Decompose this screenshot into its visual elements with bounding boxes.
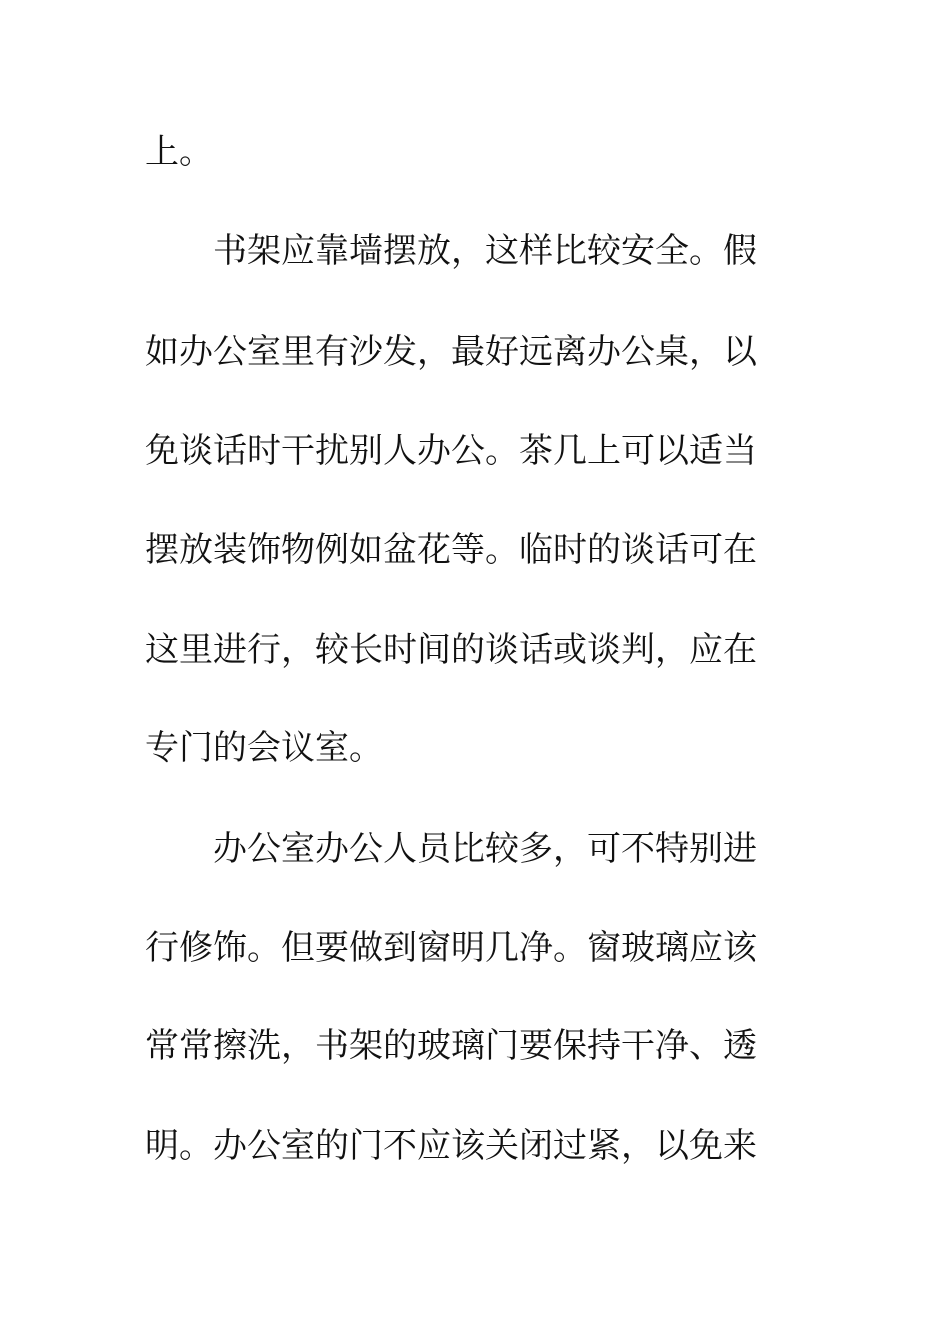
paragraph-start-line: 书架应靠墙摆放，这样比较安全。假 bbox=[213, 231, 757, 271]
text-line: 上。 bbox=[145, 132, 213, 172]
text-line: 这里进行，较长时间的谈话或谈判，应在 bbox=[145, 630, 757, 670]
text-line: 行修饰。但要做到窗明几净。窗玻璃应该 bbox=[145, 928, 757, 968]
text-line: 免谈话时干扰别人办公。茶几上可以适当 bbox=[145, 431, 757, 471]
text-line: 明。办公室的门不应该关闭过紧，以免来 bbox=[145, 1126, 757, 1166]
paragraph-start-line: 办公室办公人员比较多，可不特别进 bbox=[213, 829, 757, 869]
text-line: 专门的会议室。 bbox=[145, 728, 383, 768]
text-line: 常常擦洗，书架的玻璃门要保持干净、透 bbox=[145, 1026, 757, 1066]
text-line: 如办公室里有沙发，最好远离办公桌，以 bbox=[145, 332, 757, 372]
text-line: 摆放装饰物例如盆花等。临时的谈话可在 bbox=[145, 530, 757, 570]
